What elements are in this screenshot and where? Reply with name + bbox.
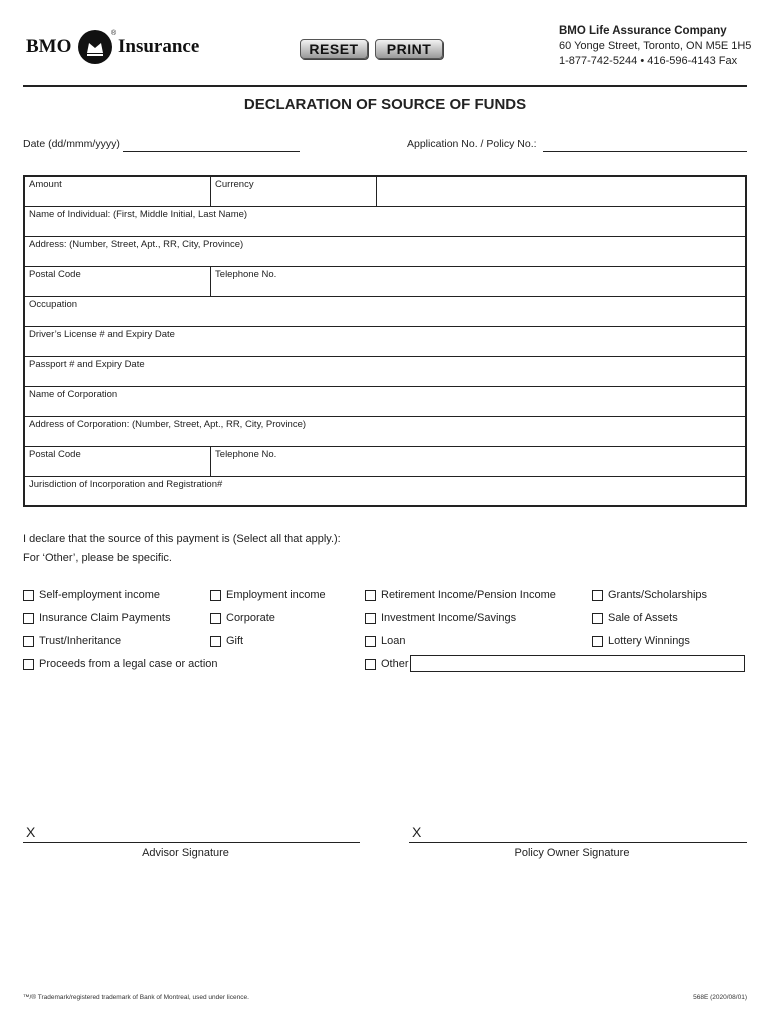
checkbox-icon[interactable] — [23, 659, 34, 670]
checkbox-label: Sale of Assets — [608, 612, 678, 624]
other-specify-input[interactable] — [410, 655, 745, 672]
checkbox-other[interactable] — [365, 658, 409, 670]
checkbox-gift[interactable] — [210, 635, 243, 647]
declaration-line-1: I declare that the source of this payment is (Select all that apply.): — [23, 533, 341, 545]
checkbox-icon[interactable] — [365, 636, 376, 647]
company-address: 60 Yonge Street, Toronto, ON M5E 1H5 — [559, 40, 752, 52]
date-label: Date (dd/mmm/yyyy) — [23, 138, 120, 150]
advisor-signature-line[interactable] — [23, 842, 360, 843]
corporation-telephone-field[interactable]: Telephone No. — [211, 446, 746, 476]
checkbox-lottery[interactable] — [592, 635, 690, 647]
logo-insurance-text: Insurance — [118, 36, 200, 57]
declaration-line-2: For ‘Other’, please be specific. — [23, 552, 172, 564]
checkbox-label: Employment income — [226, 589, 326, 601]
checkbox-corporate[interactable] — [210, 612, 275, 624]
corporation-name-field[interactable]: Name of Corporation — [24, 386, 746, 416]
postal-code-field[interactable]: Postal Code — [24, 266, 211, 296]
trademark-note: ™/® Trademark/registered trademark of Bank of Montreal, used under licence. — [23, 994, 249, 1001]
client-info-table — [23, 175, 747, 507]
checkbox-trust[interactable] — [23, 635, 121, 647]
checkbox-label: Gift — [226, 635, 244, 647]
application-number-label: Application No. / Policy No.: — [407, 138, 537, 150]
checkbox-label: Self-employment income — [39, 589, 161, 601]
declaration-text — [23, 530, 341, 568]
page-title: DECLARATION OF SOURCE OF FUNDS — [243, 96, 527, 113]
checkbox-icon[interactable] — [210, 590, 221, 601]
individual-name-field[interactable]: Name of Individual: (First, Middle Initial, Last Name) — [24, 206, 746, 236]
checkbox-label: Other — [381, 658, 409, 670]
corporation-postal-code-field[interactable]: Postal Code — [24, 446, 211, 476]
checkbox-label: Retirement Income/Pension Income — [381, 589, 556, 601]
checkbox-icon[interactable] — [365, 590, 376, 601]
checkbox-grants[interactable] — [592, 589, 707, 601]
owner-signature-label: Policy Owner Signature — [514, 847, 630, 859]
header-divider — [23, 85, 747, 87]
checkbox-icon[interactable] — [210, 613, 221, 624]
checkbox-label: Trust/Inheritance — [39, 635, 122, 647]
company-name: BMO Life Assurance Company — [559, 25, 727, 37]
currency-field[interactable]: Currency — [211, 176, 377, 206]
checkbox-icon[interactable] — [365, 659, 376, 670]
checkbox-sale-assets[interactable] — [592, 612, 678, 624]
checkbox-icon[interactable] — [23, 636, 34, 647]
currency-value-field[interactable] — [376, 176, 746, 206]
occupation-field[interactable]: Occupation — [24, 296, 746, 326]
checkbox-employment[interactable] — [210, 589, 326, 601]
checkbox-self-employment[interactable] — [23, 589, 160, 601]
owner-signature-x: X — [412, 824, 422, 840]
advisor-signature-label: Advisor Signature — [142, 847, 229, 859]
drivers-license-field[interactable]: Driver’s License # and Expiry Date — [24, 326, 746, 356]
checkbox-label: Grants/Scholarships — [608, 589, 708, 601]
checkbox-label: Investment Income/Savings — [381, 612, 517, 624]
amount-field[interactable]: Amount — [24, 176, 211, 206]
checkbox-label: Insurance Claim Payments — [39, 612, 171, 624]
checkbox-label: Corporate — [226, 612, 275, 624]
checkbox-label: Proceeds from a legal case or action — [39, 658, 218, 670]
application-number-field[interactable] — [543, 151, 747, 152]
checkbox-label: Loan — [381, 635, 406, 647]
print-button[interactable]: PRINT — [375, 39, 443, 59]
owner-signature-line[interactable] — [409, 842, 747, 843]
checkbox-icon[interactable] — [592, 636, 603, 647]
logo-registered-mark: ® — [111, 30, 117, 37]
checkbox-icon[interactable] — [592, 590, 603, 601]
date-field[interactable] — [123, 151, 300, 152]
company-phone: 1-877-742-5244 • 416-596-4143 Fax — [559, 55, 738, 67]
reset-button[interactable]: RESET — [300, 39, 368, 59]
company-info — [559, 24, 751, 69]
checkbox-icon[interactable] — [210, 636, 221, 647]
advisor-signature-x: X — [26, 824, 36, 840]
checkbox-retirement[interactable] — [365, 589, 556, 601]
logo-bmo-text: BMO — [26, 36, 72, 57]
passport-field[interactable]: Passport # and Expiry Date — [24, 356, 746, 386]
address-field[interactable]: Address: (Number, Street, Apt., RR, City, Province) — [24, 236, 746, 266]
telephone-field[interactable]: Telephone No. — [211, 266, 746, 296]
bmo-roundel-icon — [78, 30, 112, 64]
checkbox-label: Lottery Winnings — [608, 635, 690, 647]
checkbox-insurance-claim[interactable] — [23, 612, 170, 624]
jurisdiction-field[interactable]: Jurisdiction of Incorporation and Registration# — [24, 476, 746, 506]
corporation-address-field[interactable]: Address of Corporation: (Number, Street, Apt., RR, City, Province) — [24, 416, 746, 446]
checkbox-loan[interactable] — [365, 635, 405, 647]
checkbox-icon[interactable] — [23, 613, 34, 624]
checkbox-icon[interactable] — [365, 613, 376, 624]
form-code: 568E (2020/08/01) — [693, 994, 747, 1001]
checkbox-icon[interactable] — [592, 613, 603, 624]
checkbox-proceeds[interactable] — [23, 658, 218, 670]
checkbox-investment[interactable] — [365, 612, 516, 624]
checkbox-icon[interactable] — [23, 590, 34, 601]
